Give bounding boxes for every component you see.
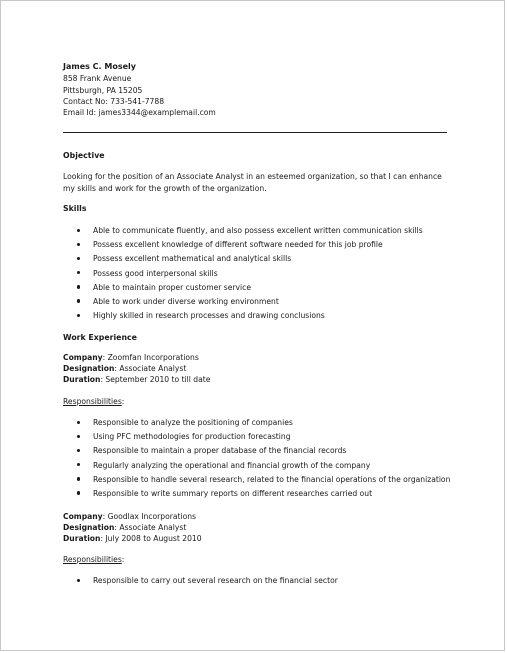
list-item: Using PFC methodologies for production forecasting xyxy=(77,431,450,445)
job1-responsibilities-heading: Responsibilities: xyxy=(63,397,125,406)
bullet-icon xyxy=(77,579,80,582)
list-item: Possess excellent mathematical and analytical skills xyxy=(77,253,423,267)
list-item: Responsible to handle several research, related to the financial operations of the organization xyxy=(77,474,450,488)
list-item: Responsible to analyze the positioning of companies xyxy=(77,417,450,431)
company-value: : Goodlax Incorporations xyxy=(102,512,197,521)
bullet-icon xyxy=(77,257,80,260)
list-item: Regularly analyzing the operational and financial growth of the company xyxy=(77,460,450,474)
bullet-icon xyxy=(77,449,80,452)
list-item: Highly skilled in research processes and drawing conclusions xyxy=(77,310,423,324)
bullet-icon xyxy=(77,435,80,438)
list-item: Possess excellent knowledge of different software needed for this job profile xyxy=(77,239,423,253)
list-item: Responsible to maintain a proper database of the financial records xyxy=(77,445,450,459)
designation-label: Designation xyxy=(63,523,115,532)
company-label: Company xyxy=(63,512,103,521)
bullet-icon xyxy=(77,421,80,424)
phone-line: Contact No: 733-541-7788 xyxy=(63,97,165,106)
job2-designation xyxy=(63,522,186,533)
designation-value: : Associate Analyst xyxy=(114,523,187,532)
divider-line xyxy=(63,132,447,133)
job2-duration xyxy=(63,533,202,544)
city-line: Pittsburgh, PA 15205 xyxy=(63,86,143,95)
objective-text: Looking for the position of an Associate Analyst in an esteemed organization, so that I can enhance my skills and work for the growth of the organization. xyxy=(63,172,442,193)
duration-label: Duration xyxy=(63,534,101,543)
job1-company xyxy=(63,352,199,363)
job2-responsibilities-list xyxy=(77,575,338,589)
duration-value: : September 2010 to till date xyxy=(100,375,211,384)
skills-heading: Skills xyxy=(63,204,87,213)
experience-heading: Work Experience xyxy=(63,333,137,342)
address-line: 858 Frank Avenue xyxy=(63,74,132,83)
bullet-icon xyxy=(77,477,80,480)
duration-value: : July 2008 to August 2010 xyxy=(100,534,202,543)
duration-label: Duration xyxy=(63,375,101,384)
candidate-name: James C. Mosely xyxy=(63,62,136,71)
list-item: Possess good interpersonal skills xyxy=(77,268,423,282)
bullet-icon xyxy=(77,314,80,317)
list-item: Able to work under diverse working environment xyxy=(77,296,423,310)
bullet-icon xyxy=(77,463,80,466)
company-value: : Zoomfan Incorporations xyxy=(102,353,199,362)
job1-responsibilities-list xyxy=(77,417,450,502)
bullet-icon xyxy=(77,299,80,302)
job1-duration xyxy=(63,374,210,385)
bullet-icon xyxy=(77,491,80,494)
list-item: Responsible to carry out several research on the financial sector xyxy=(77,575,338,589)
email-line: Email Id: james3344@examplemail.com xyxy=(63,108,216,117)
list-item: Responsible to write summary reports on different researches carried out xyxy=(77,488,450,502)
bullet-icon xyxy=(77,271,80,274)
job2-responsibilities-heading: Responsibilities: xyxy=(63,555,125,564)
skills-list xyxy=(77,225,423,324)
company-label: Company xyxy=(63,353,103,362)
bullet-icon xyxy=(77,229,80,232)
designation-label: Designation xyxy=(63,364,115,373)
job1-designation xyxy=(63,363,186,374)
list-item: Able to maintain proper customer service xyxy=(77,282,423,296)
list-item: Able to communicate fluently, and also possess excellent written communication skills xyxy=(77,225,423,239)
objective-heading: Objective xyxy=(63,151,105,160)
bullet-icon xyxy=(77,285,80,288)
designation-value: : Associate Analyst xyxy=(114,364,187,373)
job2-company xyxy=(63,511,196,522)
bullet-icon xyxy=(77,243,80,246)
